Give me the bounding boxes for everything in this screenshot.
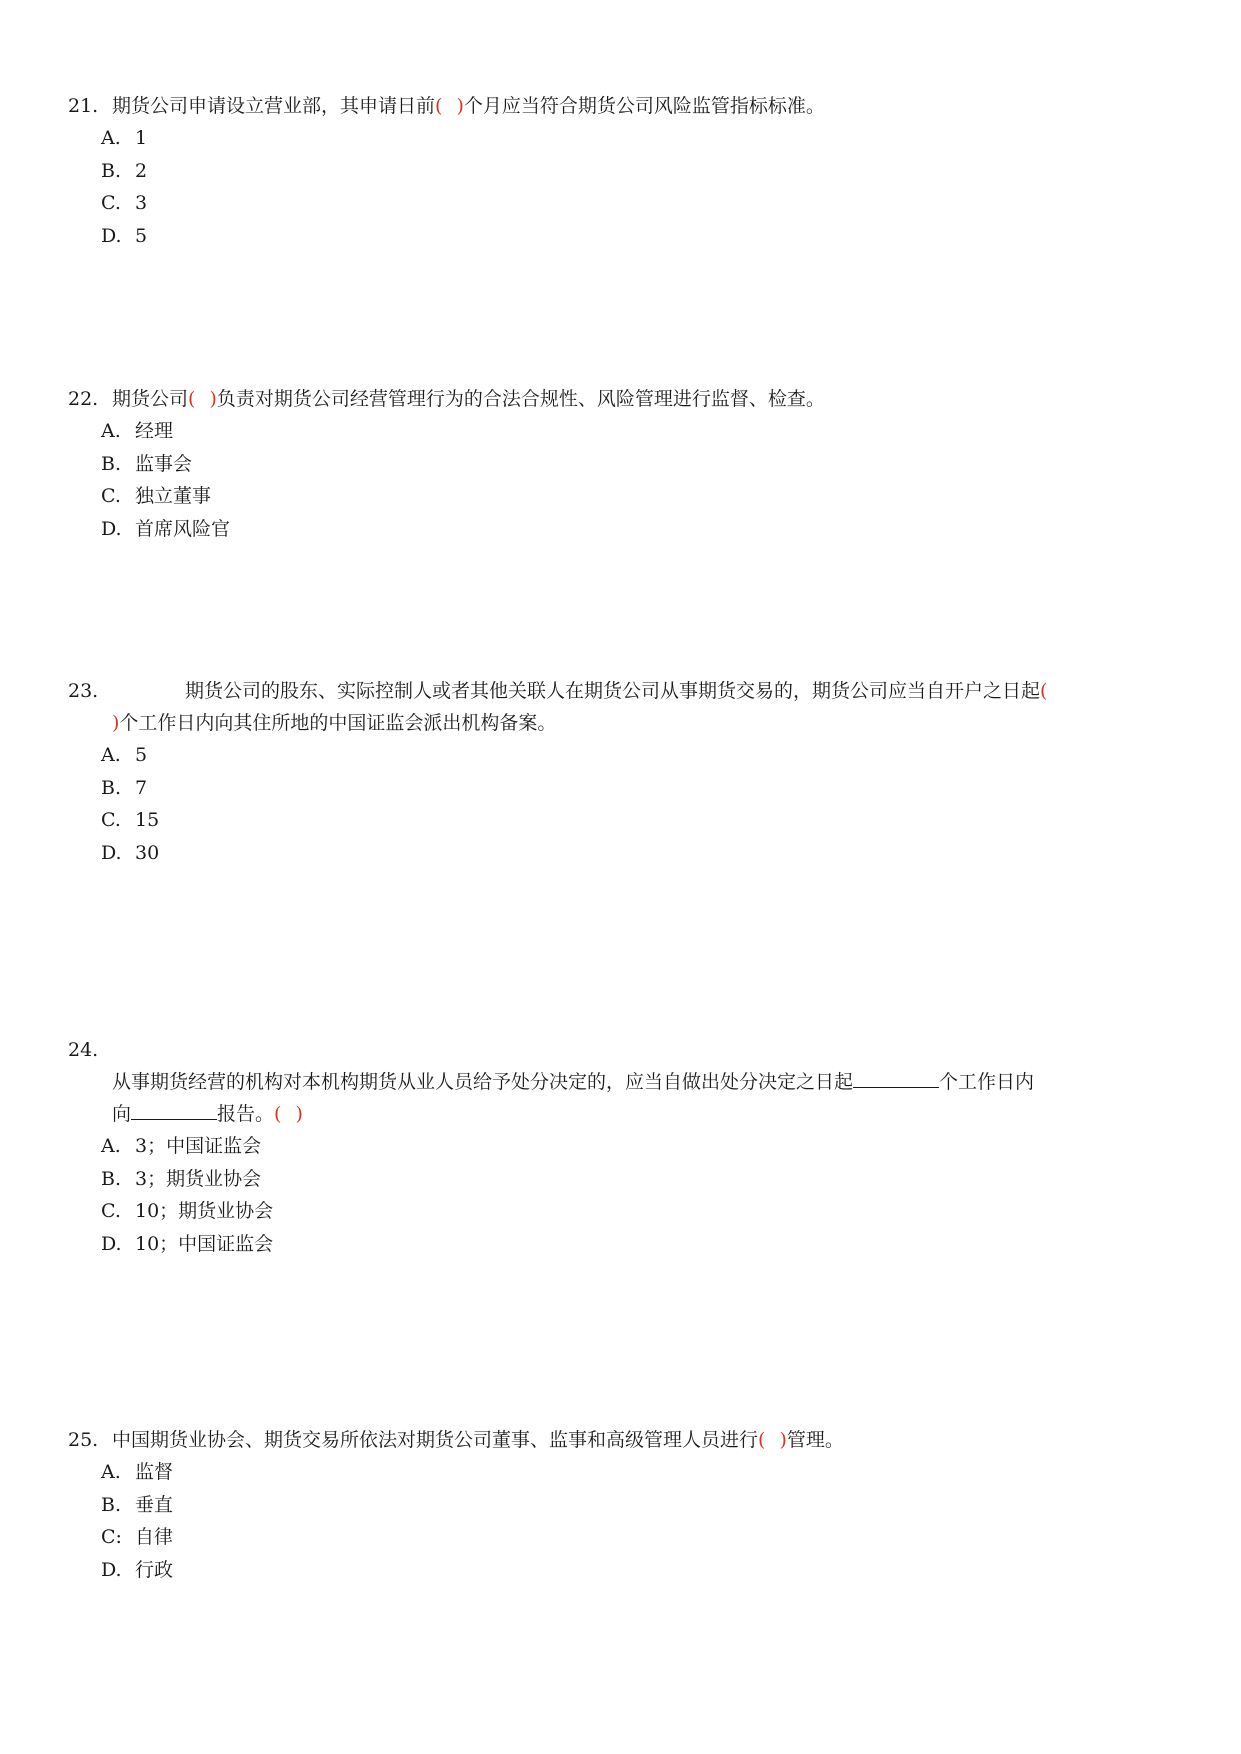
stem-text: 期货公司 [112, 388, 189, 410]
answer-paren-close: ) [779, 1429, 787, 1451]
question-stem [68, 383, 1188, 415]
answer-paren-open: ( [274, 1103, 282, 1125]
stem-text: 管理。 [786, 1429, 844, 1451]
option-a: A. 监督 [101, 1461, 174, 1483]
question-stem [68, 675, 1188, 707]
answer-paren-close: ) [112, 712, 120, 734]
option-a: A. 5 [101, 744, 148, 766]
question-21 [68, 90, 1188, 252]
answer-paren-close: ) [295, 1103, 303, 1125]
option-b: B. 2 [101, 159, 148, 182]
question-stem [68, 1424, 1188, 1456]
question-22 [68, 383, 1188, 545]
option-d: D. 行政 [101, 1558, 174, 1581]
answer-paren-open: ( [188, 388, 196, 410]
stem-text: 个工作日内向其住所地的中国证监会派出机构备案。 [119, 712, 557, 734]
question-stem-continued [68, 1098, 1188, 1130]
question-23 [68, 675, 1188, 869]
stem-text: 报告。 [217, 1103, 275, 1125]
question-stem [68, 1066, 1188, 1098]
option-b: B. 监事会 [101, 452, 193, 475]
option-b: B. 7 [101, 776, 148, 799]
stem-text: 个工作日内 [939, 1071, 1035, 1093]
question-25 [68, 1424, 1188, 1586]
option-d: D. 首席风险官 [101, 517, 231, 540]
stem-text: 从事期货经营的机构对本机构期货从业人员给予处分决定的，应当自做出处分决定之日起 [112, 1071, 854, 1093]
option-d: D. 30 [101, 841, 160, 864]
stem-text: 向 [112, 1103, 132, 1125]
fill-blank [131, 1099, 217, 1120]
question-stem-continued [68, 707, 1188, 739]
stem-text: 个月应当符合期货公司风险监管指标标准。 [463, 95, 825, 117]
option-a: A. 经理 [101, 420, 174, 442]
answer-paren-close: ) [209, 388, 217, 410]
option-a: A. 1 [101, 127, 148, 149]
fill-blank [853, 1067, 939, 1088]
option-c: C: 自律 [101, 1526, 174, 1548]
answer-paren-open: ( [435, 95, 443, 117]
option-c: C. 10；期货业协会 [101, 1200, 274, 1222]
answer-paren-close: ) [456, 95, 464, 117]
stem-text: 负责对期货公司经营管理行为的合法合规性、风险管理进行监督、检查。 [216, 388, 825, 410]
question-number: 21. [68, 95, 99, 117]
answer-paren-open: ( [1040, 680, 1048, 702]
option-d: D. 10；中国证监会 [101, 1232, 274, 1255]
question-number: 25. [68, 1429, 99, 1451]
answer-paren-open: ( [758, 1429, 766, 1451]
option-b: B. 3；期货业协会 [101, 1167, 262, 1190]
option-d: D. 5 [101, 224, 148, 247]
question-number: 23. [68, 680, 99, 702]
option-b: B. 垂直 [101, 1493, 174, 1516]
stem-text: 中国期货业协会、期货交易所依法对期货公司董事、监事和高级管理人员进行 [112, 1429, 759, 1451]
stem-text: 期货公司的股东、实际控制人或者其他关联人在期货公司从事期货交易的，期货公司应当自开户之日起 [185, 680, 1041, 702]
question-number: 22. [68, 388, 99, 410]
option-c: C. 3 [101, 192, 148, 214]
option-c: C. 独立董事 [101, 485, 212, 507]
question-24 [68, 1034, 1188, 1260]
stem-text: 期货公司申请设立营业部，其申请日前 [112, 95, 436, 117]
question-stem [68, 90, 1188, 122]
question-number: 24. [68, 1039, 99, 1061]
option-a: A. 3；中国证监会 [101, 1135, 262, 1157]
option-c: C. 15 [101, 809, 160, 831]
